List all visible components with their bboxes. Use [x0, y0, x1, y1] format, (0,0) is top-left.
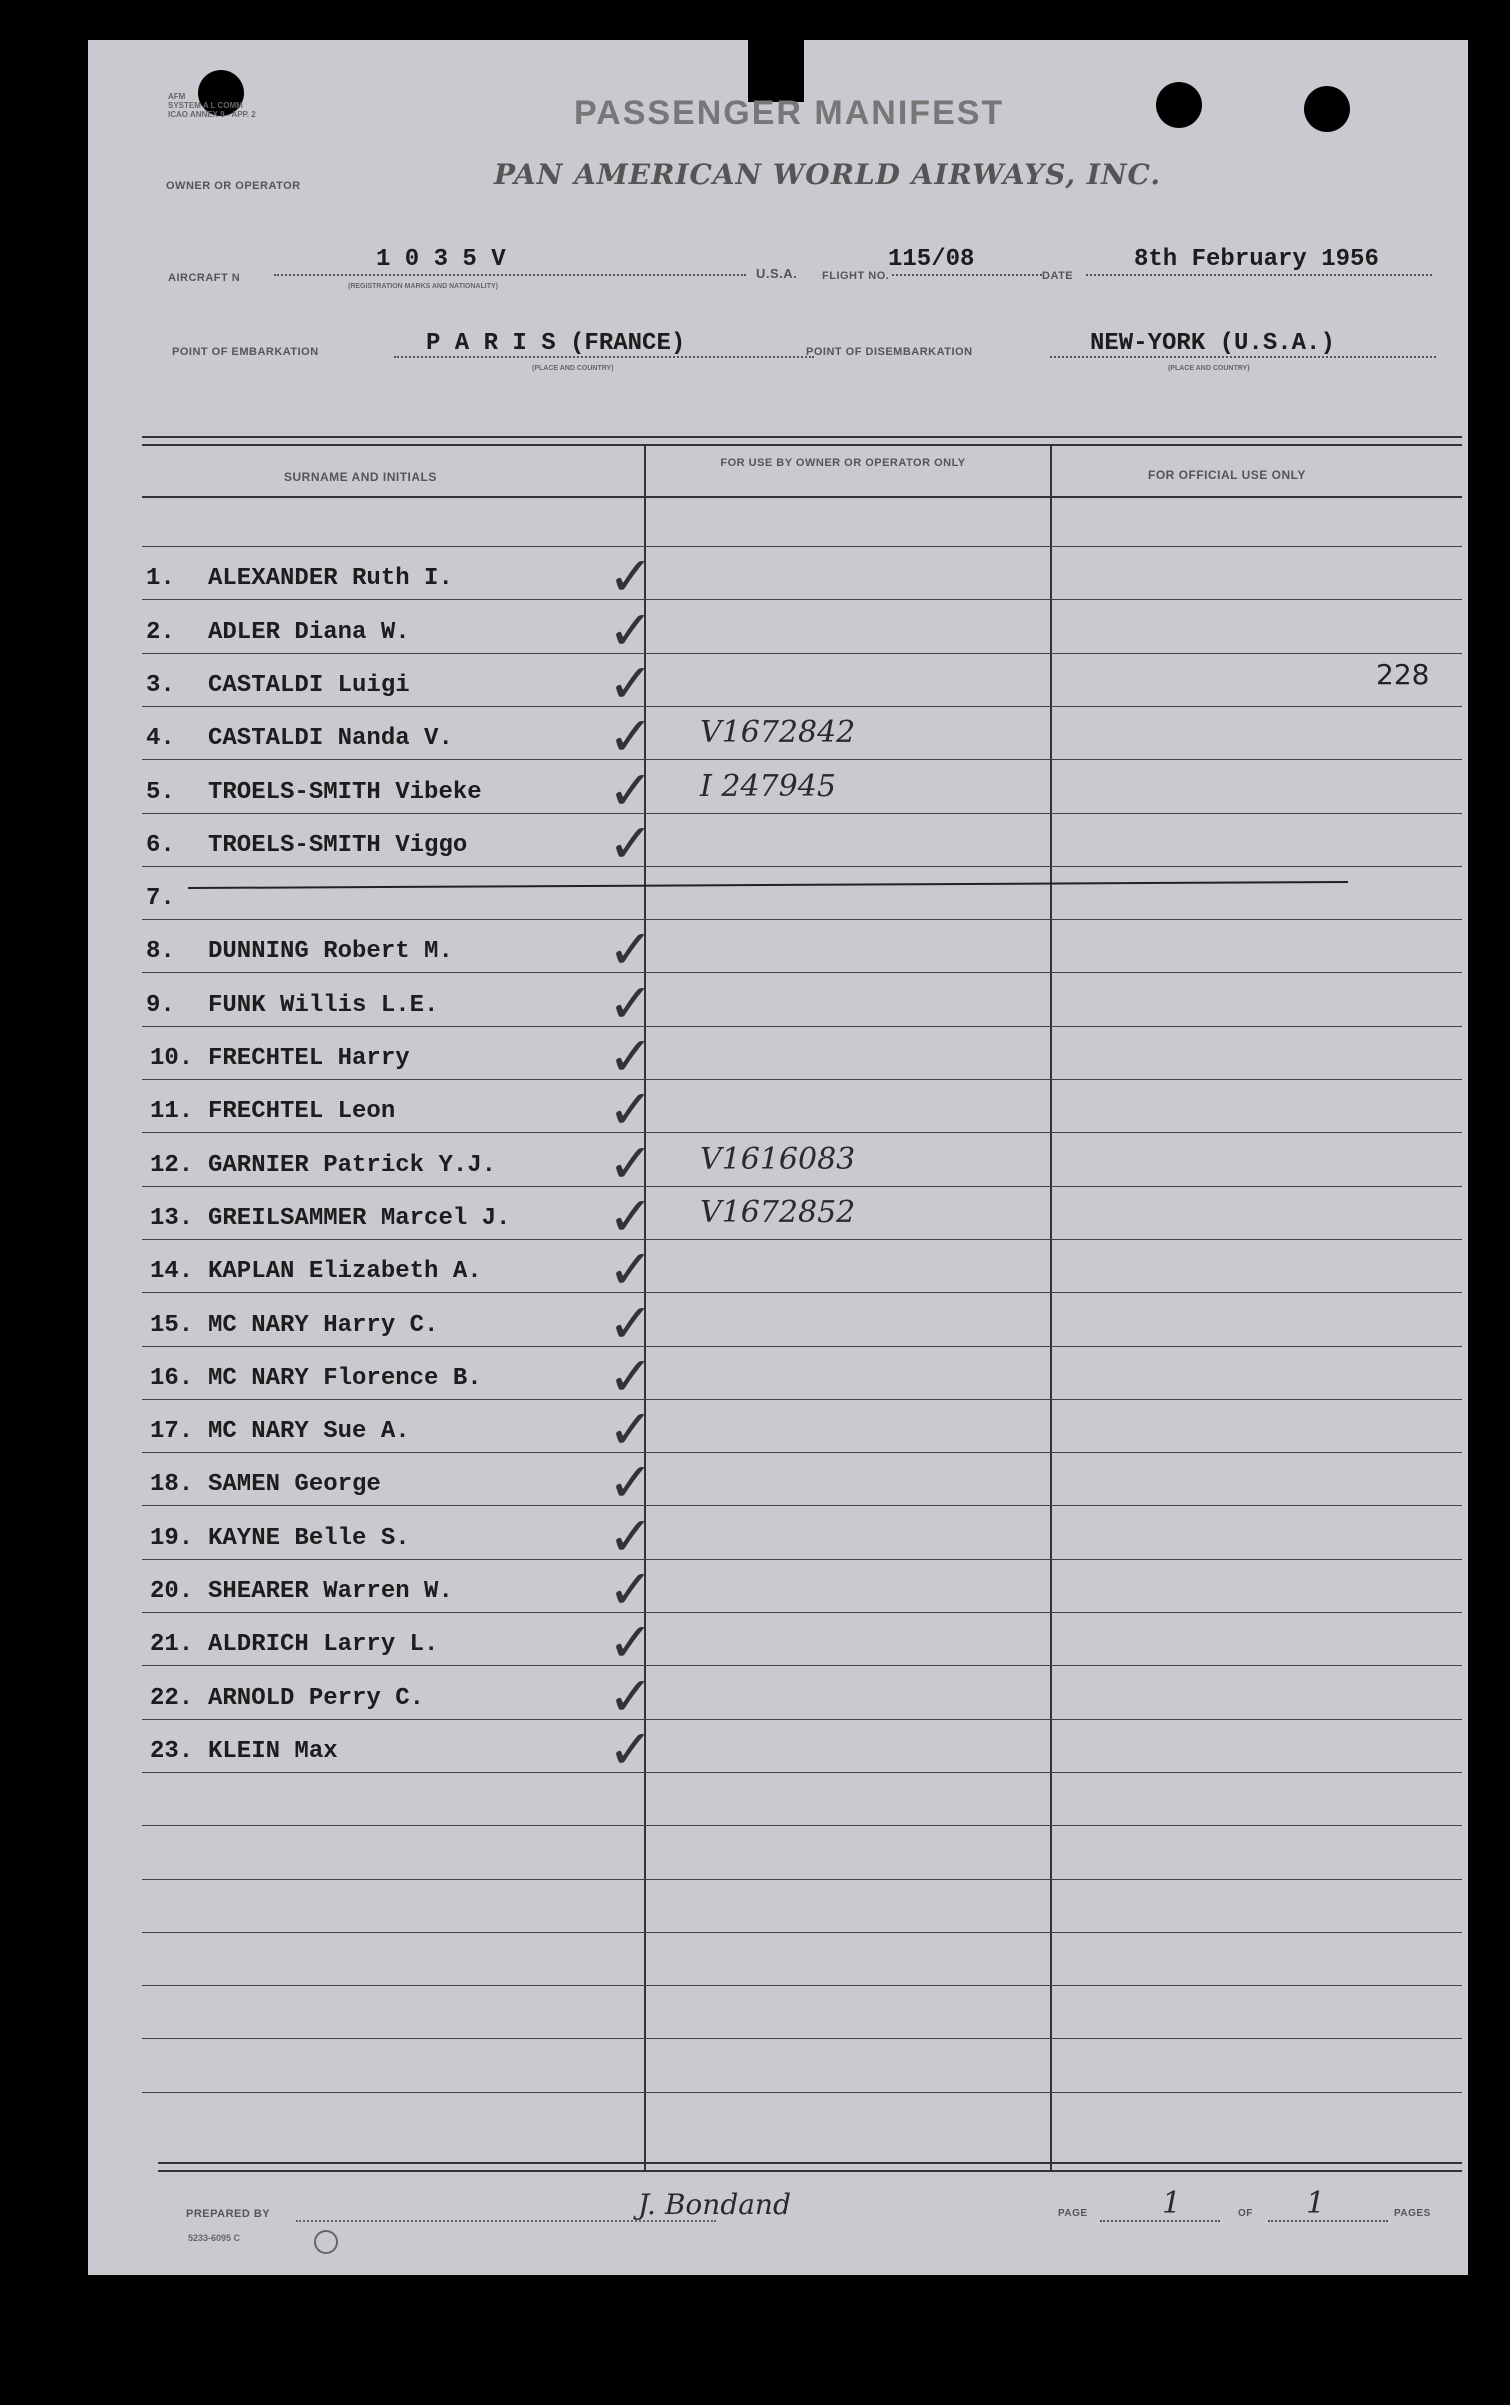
row-number: 6.	[146, 832, 175, 859]
row-number: 14.	[150, 1258, 194, 1285]
preparer-signature: J. Bondand	[638, 2188, 791, 2221]
row-rule	[142, 653, 1462, 654]
flight-label: FLIGHT NO.	[822, 270, 890, 282]
flight-number: 115/08	[888, 246, 975, 273]
disembarkation-place: NEW-YORK (U.S.A.)	[1090, 330, 1335, 357]
aircraft-label: AIRCRAFT N	[168, 272, 241, 284]
embarkation-label: POINT OF EMBARKATION	[172, 346, 319, 358]
header-bottom-rule	[142, 496, 1462, 498]
row-rule	[142, 2038, 1462, 2039]
check-mark-icon: ✓	[608, 1398, 654, 1461]
check-mark-icon: ✓	[608, 972, 654, 1035]
passenger-name: ALDRICH Larry L.	[208, 1631, 439, 1658]
owner-label: OWNER OR OPERATOR	[166, 180, 301, 192]
passenger-name: KAYNE Belle S.	[208, 1525, 410, 1552]
row-rule	[142, 759, 1462, 760]
passenger-name: FRECHTEL Leon	[208, 1098, 396, 1125]
table-bottom-rule	[158, 2162, 1462, 2172]
check-mark-icon: ✓	[608, 1238, 654, 1301]
row-rule	[142, 546, 1462, 547]
check-mark-icon: ✓	[608, 1078, 654, 1141]
check-mark-icon: ✓	[608, 1558, 654, 1621]
row-number: 11.	[150, 1098, 194, 1125]
passport-note: V1616083	[700, 1142, 856, 1177]
punch-hole-mid	[1156, 82, 1202, 128]
row-rule	[142, 1825, 1462, 1826]
row-number: 19.	[150, 1525, 194, 1552]
passport-note: V1672852	[700, 1195, 856, 1230]
stamp-seal	[314, 2230, 338, 2254]
punch-hole-right	[1304, 86, 1350, 132]
row-rule	[142, 1612, 1462, 1613]
row-rule	[142, 813, 1462, 814]
manifest-sheet	[88, 40, 1468, 2275]
passenger-name: TROELS-SMITH Viggo	[208, 832, 468, 859]
passenger-name: ADLER Diana W.	[208, 619, 410, 646]
row-rule	[142, 972, 1462, 973]
row-number: 2.	[146, 619, 175, 646]
check-mark-icon: ✓	[608, 1345, 654, 1408]
column-header-owner: FOR USE BY OWNER OR OPERATOR ONLY	[720, 457, 966, 469]
row-number: 5.	[146, 779, 175, 806]
row-number: 20.	[150, 1578, 194, 1605]
passenger-name: GARNIER Patrick Y.J.	[208, 1152, 497, 1179]
passenger-name: GREILSAMMER Marcel J.	[208, 1205, 511, 1232]
row-number: 21.	[150, 1631, 194, 1658]
row-rule	[142, 2092, 1462, 2093]
row-rule	[142, 1559, 1462, 1560]
check-mark-icon: ✓	[608, 1665, 654, 1728]
column-header-official: FOR OFFICIAL USE ONLY	[1148, 468, 1306, 482]
row-rule	[142, 1452, 1462, 1453]
row-number: 17.	[150, 1418, 194, 1445]
company-name: PAN AMERICAN WORLD AIRWAYS, INC.	[494, 158, 1162, 191]
row-rule	[142, 1505, 1462, 1506]
row-number: 7.	[146, 885, 175, 912]
row-number: 4.	[146, 725, 175, 752]
row-rule	[142, 1879, 1462, 1880]
check-mark-icon: ✓	[608, 759, 654, 822]
row-rule	[142, 1239, 1462, 1240]
row-number: 12.	[150, 1152, 194, 1179]
row-number: 9.	[146, 992, 175, 1019]
row-rule	[142, 1346, 1462, 1347]
row-number: 18.	[150, 1471, 194, 1498]
check-mark-icon: ✓	[608, 1505, 654, 1568]
official-entry: 228	[1376, 658, 1430, 691]
column-divider-2	[1050, 444, 1052, 2170]
row-rule	[142, 866, 1462, 867]
check-mark-icon: ✓	[608, 652, 654, 715]
row-rule	[142, 1665, 1462, 1666]
passenger-name: ALEXANDER Ruth I.	[208, 565, 453, 592]
check-mark-icon: ✓	[608, 1025, 654, 1088]
disembarkation-sublabel: (PLACE AND COUNTRY)	[1168, 365, 1250, 372]
row-number: 23.	[150, 1738, 194, 1765]
check-mark-icon: ✓	[608, 599, 654, 662]
row-number: 13.	[150, 1205, 194, 1232]
page-label: PAGE	[1058, 2208, 1088, 2219]
row-number: 22.	[150, 1685, 194, 1712]
row-rule	[142, 1985, 1462, 1986]
regulation-note: AFM SYSTEM A L COMM ICAO ANNEX 9 - APP. 2	[168, 92, 256, 119]
country-label: U.S.A.	[756, 266, 798, 281]
check-mark-icon: ✓	[608, 1292, 654, 1355]
embarkation-place: P A R I S (FRANCE)	[426, 330, 686, 357]
pages-label: PAGES	[1394, 2208, 1431, 2219]
row-rule	[142, 706, 1462, 707]
row-number: 15.	[150, 1312, 194, 1339]
passenger-name: FRECHTEL Harry	[208, 1045, 410, 1072]
check-mark-icon: ✓	[608, 1185, 654, 1248]
passenger-name: KLEIN Max	[208, 1738, 338, 1765]
passenger-name: CASTALDI Luigi	[208, 672, 410, 699]
row-rule	[142, 599, 1462, 600]
form-number: 5233-6095 C	[188, 2233, 241, 2243]
form-title: PASSENGER MANIFEST	[574, 94, 1005, 132]
passenger-name: MC NARY Florence B.	[208, 1365, 482, 1392]
aircraft-sublabel: (REGISTRATION MARKS AND NATIONALITY)	[348, 283, 498, 290]
row-number: 3.	[146, 672, 175, 699]
embarkation-sublabel: (PLACE AND COUNTRY)	[532, 365, 614, 372]
row-rule	[142, 1772, 1462, 1773]
row-rule	[142, 1399, 1462, 1400]
passenger-name: MC NARY Sue A.	[208, 1418, 410, 1445]
check-mark-icon: ✓	[608, 918, 654, 981]
row-rule	[142, 1292, 1462, 1293]
row-rule	[142, 919, 1462, 920]
check-mark-icon: ✓	[608, 705, 654, 768]
disembarkation-label: POINT OF DISEMBARKATION	[806, 346, 973, 358]
passport-note: V1672842	[700, 715, 856, 750]
binding-notch	[748, 40, 804, 102]
row-rule	[142, 1079, 1462, 1080]
row-number: 10.	[150, 1045, 194, 1072]
check-mark-icon: ✓	[608, 1718, 654, 1781]
passenger-name: ARNOLD Perry C.	[208, 1685, 425, 1712]
row-number: 8.	[146, 938, 175, 965]
void-line	[188, 881, 1348, 889]
row-number: 1.	[146, 565, 175, 592]
check-mark-icon: ✓	[608, 1132, 654, 1195]
total-pages: 1	[1306, 2186, 1326, 2221]
date-label: DATE	[1042, 270, 1074, 282]
of-label: OF	[1238, 2208, 1253, 2219]
passenger-name: DUNNING Robert M.	[208, 938, 453, 965]
passenger-name: SAMEN George	[208, 1471, 381, 1498]
passenger-name: FUNK Willis L.E.	[208, 992, 439, 1019]
passenger-name: TROELS-SMITH Vibeke	[208, 779, 482, 806]
prepared-by-label: PREPARED BY	[186, 2208, 271, 2220]
row-rule	[142, 1186, 1462, 1187]
table-top-rule	[142, 436, 1462, 446]
row-rule	[142, 1719, 1462, 1720]
passenger-name: CASTALDI Nanda V.	[208, 725, 453, 752]
check-mark-icon: ✓	[608, 545, 654, 608]
check-mark-icon: ✓	[608, 1611, 654, 1674]
check-mark-icon: ✓	[608, 812, 654, 875]
passport-note: I 247945	[700, 769, 836, 804]
flight-date: 8th February 1956	[1134, 246, 1379, 273]
row-rule	[142, 1026, 1462, 1027]
aircraft-number: 1 0 3 5 V	[376, 246, 506, 273]
check-mark-icon: ✓	[608, 1451, 654, 1514]
passenger-name: SHEARER Warren W.	[208, 1578, 453, 1605]
passenger-name: KAPLAN Elizabeth A.	[208, 1258, 482, 1285]
row-rule	[142, 1132, 1462, 1133]
passenger-name: MC NARY Harry C.	[208, 1312, 439, 1339]
row-number: 16.	[150, 1365, 194, 1392]
row-rule	[142, 1932, 1462, 1933]
column-header-name: SURNAME AND INITIALS	[284, 470, 437, 484]
page-number: 1	[1162, 2186, 1182, 2221]
